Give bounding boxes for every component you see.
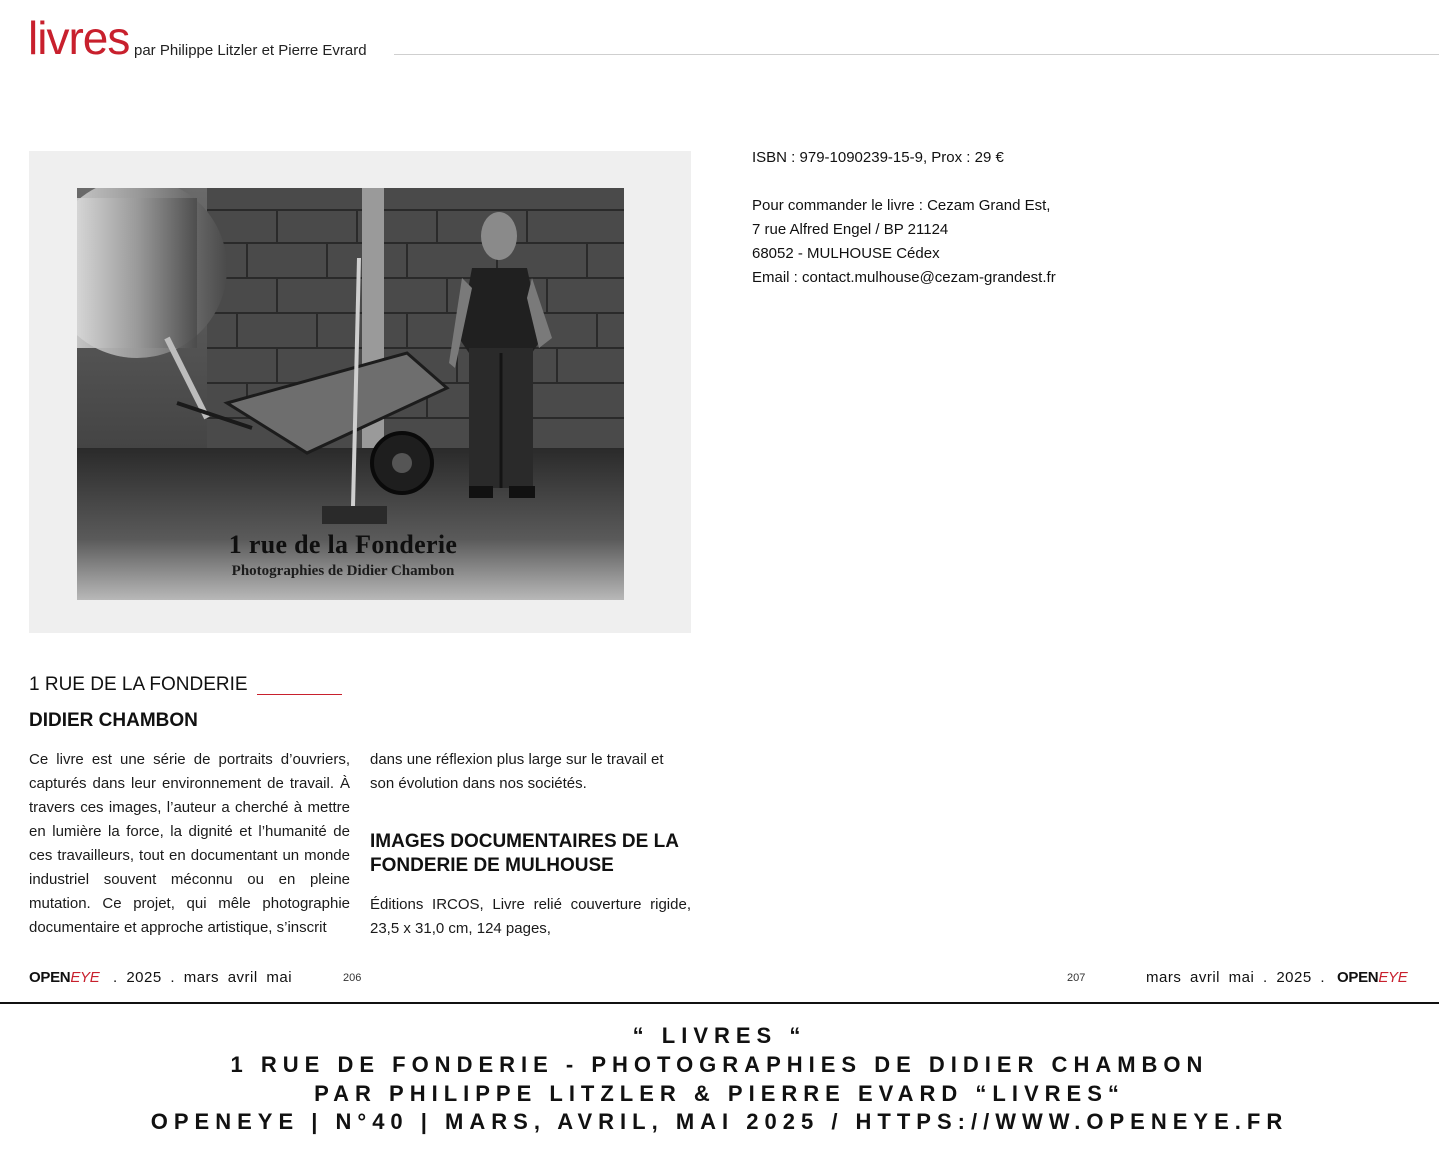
order-line-3: 68052 - MULHOUSE Cédex (752, 245, 940, 262)
caption-line-2: 1 RUE DE FONDERIE - PHOTOGRAPHIES DE DIDIER CHAMBON (230, 1052, 1209, 1077)
order-email[interactable]: Email : contact.mulhouse@cezam-grandest.fr (752, 269, 1056, 286)
byline: par Philippe Litzler et Pierre Evrard (134, 42, 367, 59)
page-number-left: 206 (343, 972, 362, 984)
body-text-left: Ce livre est une série de portraits d’ouvriers, capturés dans leur environnement de travail. À travers ces images, l’auteur a cherché à mettre en lumière la force, la dignité et l’humanité de ces travailleurs, tout en documentant un monde industriel souvent méconnu ou en pleine mutation. Ce projet, qui mêle photographie documentaire et approche artistique, s’inscrit (29, 751, 350, 936)
cover-title: 1 rue de la Fonderie (228, 530, 458, 559)
folio-date-left: . 2025 . mars avril mai (113, 969, 293, 986)
body-text-right: dans une réflexion plus large sur le travail et son évolution dans nos sociétés. (370, 751, 664, 792)
cover-subtitle: Photographies de Didier Chambon (231, 563, 455, 579)
edition-details: Éditions IRCOS, Livre relié couverture rigide, 23,5 x 31,0 cm, 124 pages, (370, 896, 691, 937)
isbn-line: ISBN : 979-1090239-15-9, Prox : 29 € (752, 149, 1004, 166)
caption-line-4: OPENEYE | N°40 | MARS, AVRIL, MAI 2025 / HTTPS://WWW.OPENEYE.FR (150, 1109, 1289, 1134)
header-rule (394, 54, 1439, 55)
book-title: 1 RUE DE LA FONDERIE (29, 674, 248, 695)
author-name: DIDIER CHAMBON (29, 710, 198, 731)
order-line-1: Pour commander le livre : Cezam Grand Est, (752, 197, 1051, 214)
section-title: livres (28, 12, 130, 64)
caption-divider (0, 1002, 1439, 1004)
caption-line-1: “ LIVRES “ (632, 1023, 807, 1048)
openeye-logo-right: OPENEYE (1337, 969, 1408, 986)
folio-date-right: mars avril mai . 2025 . (1146, 969, 1326, 986)
page-number-right: 207 (1067, 972, 1086, 984)
caption-line-3: PAR PHILIPPE LITZLER & PIERRE EVARD “LIVRES“ (314, 1081, 1125, 1106)
openeye-logo-left: OPENEYE (29, 969, 100, 986)
subheading: IMAGES DOCUMENTAIRES DE LA FONDERIE DE MULHOUSE (370, 831, 679, 876)
title-accent-rule (257, 694, 342, 695)
order-line-2: 7 rue Alfred Engel / BP 21124 (752, 221, 949, 238)
